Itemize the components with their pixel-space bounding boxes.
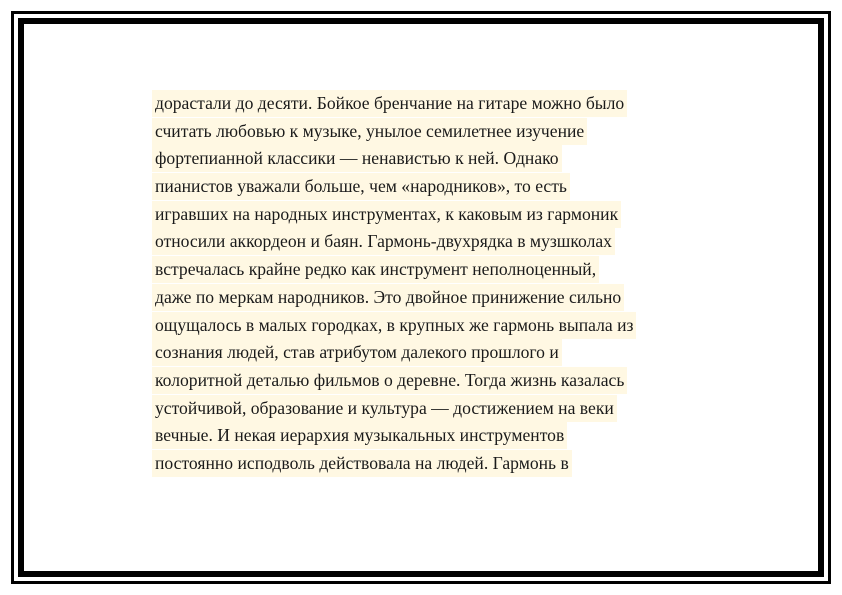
text-line-content: дорастали до десяти. Бойкое бренчание на гитаре можно было: [152, 90, 627, 117]
text-line-content: фортепианной классики — ненавистью к ней. Однако: [152, 145, 562, 172]
text-line: [152, 90, 712, 118]
text-line: [152, 395, 712, 423]
text-line-content: вечные. И некая иерархия музыкальных инструментов: [152, 422, 567, 449]
text-line-content: устойчивой, образование и культура — достижением на веки: [152, 395, 617, 422]
text-line-content: колоритной деталью фильмов о деревне. Тогда жизнь казалась: [152, 367, 627, 394]
text-line: [152, 312, 712, 340]
text-line: [152, 256, 712, 284]
text-line: [152, 173, 712, 201]
text-line-content: ощущалось в малых городках, в крупных же гармонь выпала из: [152, 312, 636, 339]
text-line: [152, 450, 712, 478]
text-block: [152, 90, 712, 478]
text-line: [152, 145, 712, 173]
text-line-content: пианистов уважали больше, чем «народников», то есть: [152, 173, 570, 200]
text-line: [152, 118, 712, 146]
text-line: [152, 201, 712, 229]
text-line: [152, 339, 712, 367]
text-line: [152, 367, 712, 395]
text-line: [152, 422, 712, 450]
text-line: [152, 284, 712, 312]
text-line: [152, 228, 712, 256]
text-line-content: считать любовью к музыке, унылое семилетнее изучение: [152, 118, 587, 145]
text-line-content: сознания людей, став атрибутом далекого прошлого и: [152, 339, 562, 366]
text-line-content: даже по меркам народников. Это двойное принижение сильно: [152, 284, 624, 311]
text-line-content: относили аккордеон и баян. Гармонь-двухрядка в музшколах: [152, 228, 615, 255]
text-line-content: игравших на народных инструментах, к каковым из гармоник: [152, 201, 621, 228]
text-line-content: постоянно исподволь действовала на людей. Гармонь в: [152, 450, 572, 477]
text-line-content: встречалась крайне редко как инструмент неполноценный,: [152, 256, 599, 283]
